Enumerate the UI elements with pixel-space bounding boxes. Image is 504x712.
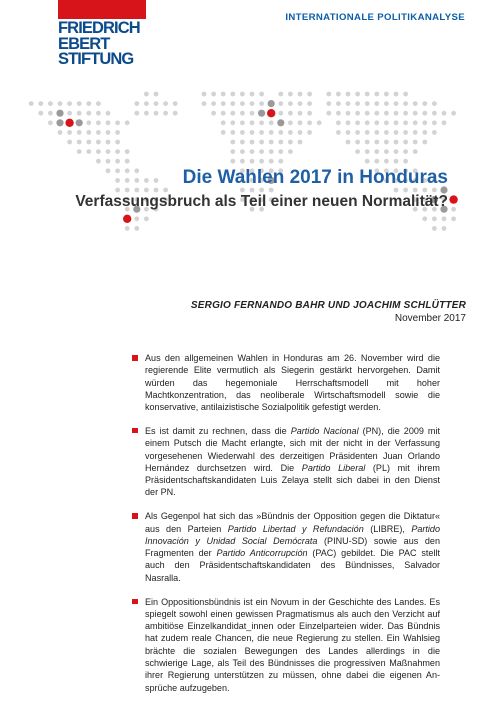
map-dot: [67, 111, 72, 116]
map-dot: [173, 111, 178, 116]
map-dot: [134, 226, 139, 231]
map-dot: [326, 111, 331, 116]
bullet-square-icon: [132, 513, 138, 519]
map-dot: [134, 178, 139, 183]
map-dot: [163, 188, 168, 193]
map-dot: [307, 101, 312, 106]
map-dot: [298, 101, 303, 106]
map-dot: [259, 92, 264, 97]
map-dot: [230, 120, 235, 125]
map-dot: [230, 130, 235, 135]
map-dot: [86, 101, 91, 106]
map-dot: [442, 226, 447, 231]
map-dot: [144, 92, 149, 97]
map-dot: [38, 101, 43, 106]
map-dot: [77, 111, 82, 116]
map-dot: [307, 92, 312, 97]
map-dot: [221, 101, 226, 106]
map-dot: [355, 149, 360, 154]
text-run: Es ist damit zu rechnen, dass die: [145, 425, 291, 436]
text-run: Aus den allgemeinen Wahlen in Honduras am 26. November wird die regierende Elite vermutlich als Siegerin gestärkt hervorgehen. Damit würden das hegemoniale Herrschaftsmodell mit hoher Machtkonzentration, das neoliberale Wirtschaftsmodell sowie die konservative, antilaizistische Sozialpolitik gefestigt werden.: [145, 353, 440, 413]
map-dot: [365, 120, 370, 125]
map-dot: [154, 188, 159, 193]
map-dot: [413, 149, 418, 154]
map-dot: [355, 92, 360, 97]
map-dot: [106, 159, 111, 164]
map-dot: [86, 140, 91, 145]
map-dot: [96, 120, 101, 125]
map-dot: [374, 111, 379, 116]
map-dot: [48, 101, 53, 106]
map-dot: [442, 216, 447, 221]
map-dot: [115, 140, 120, 145]
map-dot: [115, 130, 120, 135]
map-dot: [307, 111, 312, 116]
text-run: Ein Oppositionsbündnis ist ein Novum in der Geschichte des Landes. Es spiegelt sowohl einen gewissen Pragmatismus als auch den Verzicht auf ambitiöse Einzelkandidat_innen oder Einzelparteien wider. Das Bündnis hat zudem reale Chancen, die neue Regierung zu stellen. Ein Wahlsieg brächte die sozialen Bewegungen des Landes allerdings in die schwierige Lage, als Teil des Bündnisses die progressiven Maßnahmen ihrer Regierung unterstützen zu müssen, ohne dabei die eigenen Ansprüche aufzugeben.: [145, 596, 440, 693]
map-dot: [96, 101, 101, 106]
map-dot: [221, 130, 226, 135]
map-dot: [403, 92, 408, 97]
map-dot: [56, 119, 63, 126]
map-dot: [67, 130, 72, 135]
map-dot: [346, 92, 351, 97]
summary-point-text: [145, 511, 440, 582]
map-dot: [221, 92, 226, 97]
map-dot: [346, 101, 351, 106]
map-dot: [250, 92, 255, 97]
map-dot: [154, 178, 159, 183]
map-dot: [211, 101, 216, 106]
map-dot: [432, 216, 437, 221]
map-dot: [96, 130, 101, 135]
map-dot: [442, 111, 447, 116]
map-dot: [288, 120, 293, 125]
map-dot: [403, 159, 408, 164]
map-dot: [374, 101, 379, 106]
map-dot: [365, 111, 370, 116]
map-dot: [288, 149, 293, 154]
summary-point-text: [145, 597, 440, 693]
map-dot: [240, 111, 245, 116]
map-dot: [413, 140, 418, 145]
map-dot: [86, 149, 91, 154]
map-dot: [288, 130, 293, 135]
map-dot: [48, 120, 53, 125]
map-dot: [115, 178, 120, 183]
map-dot: [413, 130, 418, 135]
map-dot: [451, 207, 456, 212]
map-dot: [230, 101, 235, 106]
map-dot: [346, 130, 351, 135]
map-dot-highlight: [449, 195, 457, 203]
map-dot: [134, 101, 139, 106]
map-dot: [134, 168, 139, 173]
map-dot: [326, 101, 331, 106]
text-run: (PN), die 2009 mit einem Putsch die Macht erlangte, sich mit der nicht in der Verfassung vorgesehenen Wiederwahl des derzeitigen Präsidenten Juan Orlando Hernández durchsetzen wird. Die: [145, 425, 440, 473]
summary-points: [132, 352, 440, 705]
map-dot: [432, 101, 437, 106]
map-dot: [77, 130, 82, 135]
map-dot: [288, 92, 293, 97]
map-dot: [269, 159, 274, 164]
map-dot: [144, 178, 149, 183]
map-dot: [365, 101, 370, 106]
map-dot: [38, 111, 43, 116]
map-dot: [298, 140, 303, 145]
map-dot: [96, 159, 101, 164]
map-dot: [29, 101, 34, 106]
map-dot: [250, 140, 255, 145]
map-dot: [346, 111, 351, 116]
map-dot: [269, 149, 274, 154]
map-dot-highlight: [123, 215, 131, 223]
map-dot: [106, 111, 111, 116]
map-dot: [115, 149, 120, 154]
map-dot-highlight: [267, 109, 275, 117]
map-dot: [269, 140, 274, 145]
map-dot: [230, 92, 235, 97]
publication-series: INTERNATIONALE POLITIKANALYSE: [285, 12, 465, 23]
map-dot: [67, 101, 72, 106]
map-dot: [374, 140, 379, 145]
logo-line-2: EBERT: [58, 34, 110, 53]
map-dot: [384, 140, 389, 145]
map-dot: [250, 120, 255, 125]
map-dot: [288, 140, 293, 145]
summary-point: [132, 596, 440, 694]
map-dot: [288, 111, 293, 116]
map-dot: [106, 168, 111, 173]
map-dot: [432, 120, 437, 125]
map-dot: [277, 119, 284, 126]
map-dot: [77, 101, 82, 106]
map-dot: [384, 92, 389, 97]
bullet-square-icon: [132, 355, 138, 361]
map-dot: [230, 159, 235, 164]
map-dot: [250, 111, 255, 116]
map-dot: [144, 101, 149, 106]
map-dot: [250, 149, 255, 154]
document-subtitle: Verfassungsbruch als Teil einer neuen Normalität?: [75, 193, 448, 210]
map-dot: [384, 111, 389, 116]
map-dot: [422, 120, 427, 125]
map-dot: [384, 130, 389, 135]
map-dot: [125, 149, 130, 154]
map-dot: [355, 111, 360, 116]
map-dot: [144, 188, 149, 193]
summary-point: [132, 425, 440, 499]
map-dot: [86, 130, 91, 135]
map-dot: [394, 120, 399, 125]
party-name-italic: Partido Innovación y Unidad Social Demócrata: [145, 523, 440, 546]
map-dot: [125, 226, 130, 231]
map-dot: [278, 140, 283, 145]
authors: SERGIO FERNANDO BAHR UND JOACHIM SCHLÜTTER: [190, 300, 466, 311]
map-dot: [298, 120, 303, 125]
map-dot: [278, 92, 283, 97]
map-dot: [115, 168, 120, 173]
map-dot: [355, 130, 360, 135]
map-dot: [374, 159, 379, 164]
bullet-square-icon: [132, 428, 138, 434]
map-dot: [259, 130, 264, 135]
party-name-italic: Partido Liberal: [301, 462, 366, 473]
map-dot: [355, 140, 360, 145]
map-dot: [374, 120, 379, 125]
publication-date: November 2017: [394, 313, 466, 324]
document-title: Die Wahlen 2017 in Honduras: [182, 167, 448, 188]
map-dot: [278, 159, 283, 164]
map-dot: [307, 120, 312, 125]
map-dot: [250, 159, 255, 164]
map-dot: [211, 111, 216, 116]
map-dot: [346, 140, 351, 145]
map-dot: [394, 101, 399, 106]
logo-red-bar: [58, 0, 146, 19]
map-dot: [422, 216, 427, 221]
map-dot: [365, 149, 370, 154]
map-dot: [394, 130, 399, 135]
map-dot: [374, 149, 379, 154]
map-dot: [384, 120, 389, 125]
map-dot: [106, 140, 111, 145]
map-dot: [413, 101, 418, 106]
map-dot: [394, 140, 399, 145]
map-dot: [259, 120, 264, 125]
summary-point: [132, 352, 440, 413]
map-dot: [451, 216, 456, 221]
map-dot: [115, 120, 120, 125]
map-dot: [77, 140, 82, 145]
map-dot: [413, 120, 418, 125]
logo-line-1: FRIEDRICH: [58, 19, 140, 37]
map-dot: [278, 101, 283, 106]
map-dot-highlight: [65, 119, 73, 127]
map-dot: [106, 149, 111, 154]
map-dot: [278, 111, 283, 116]
map-dot: [115, 159, 120, 164]
map-dot: [432, 130, 437, 135]
logo-line-3: STIFTUNG: [58, 50, 134, 68]
party-name-italic: Partido Anticorrupción: [216, 548, 308, 559]
map-dot: [154, 101, 159, 106]
text-run: (PAC) gebildet. Die PAC stellt auch den Präsidentschaftskandidaten des Bündnisses, Salvador Nasralla.: [145, 548, 440, 583]
map-dot: [58, 101, 63, 106]
bullet-square-icon: [132, 599, 138, 605]
map-dot: [403, 130, 408, 135]
map-dot: [298, 130, 303, 135]
map-dot: [125, 120, 130, 125]
map-dot: [365, 140, 370, 145]
map-dot: [125, 159, 130, 164]
map-dot: [48, 111, 53, 116]
map-dot: [432, 111, 437, 116]
map-dot: [240, 159, 245, 164]
map-dot: [403, 149, 408, 154]
map-dot: [86, 120, 91, 125]
map-dot: [67, 140, 72, 145]
map-dot: [258, 110, 265, 117]
map-dot: [259, 140, 264, 145]
party-name-italic: Partido Nacional: [290, 425, 359, 436]
text-run: Als Gegenpol hat sich das »Bündnis der Opposition gegen die Diktatur« aus den Parteien: [145, 511, 440, 534]
map-dot: [422, 101, 427, 106]
map-dot: [134, 216, 139, 221]
map-dot: [442, 120, 447, 125]
map-dot: [422, 140, 427, 145]
map-dot: [422, 111, 427, 116]
map-dot: [317, 120, 322, 125]
map-dot: [250, 130, 255, 135]
map-dot: [125, 178, 130, 183]
map-dot: [298, 111, 303, 116]
map-dot: [451, 111, 456, 116]
foundation-logo: [58, 21, 154, 68]
map-dot: [269, 120, 274, 125]
summary-point-text: [145, 426, 440, 497]
map-dot: [288, 101, 293, 106]
map-dot: [394, 111, 399, 116]
summary-point-text: [145, 353, 440, 412]
party-name-italic: Partido Libertad y Refundación: [227, 523, 364, 534]
map-dot: [422, 130, 427, 135]
map-dot: [154, 111, 159, 116]
map-dot: [268, 100, 275, 107]
map-dot: [355, 120, 360, 125]
map-dot: [336, 130, 341, 135]
map-dot: [115, 188, 120, 193]
map-dot: [211, 92, 216, 97]
summary-point: [132, 510, 440, 584]
map-dot: [106, 120, 111, 125]
map-dot: [336, 92, 341, 97]
map-dot: [365, 130, 370, 135]
text-run: (PINU-SD) sowie aus den Fragmenten der: [145, 535, 440, 559]
map-dot: [374, 92, 379, 97]
map-dot: [202, 92, 207, 97]
map-dot: [298, 92, 303, 97]
map-dot: [326, 92, 331, 97]
map-dot: [269, 130, 274, 135]
map-dot: [365, 92, 370, 97]
map-dot: [96, 111, 101, 116]
map-dot: [278, 149, 283, 154]
map-dot: [336, 111, 341, 116]
map-dot: [230, 111, 235, 116]
map-dot: [163, 111, 168, 116]
map-dot: [173, 101, 178, 106]
map-dot: [240, 130, 245, 135]
map-dot: [346, 120, 351, 125]
map-dot: [307, 130, 312, 135]
map-dot: [163, 101, 168, 106]
map-dot: [134, 111, 139, 116]
map-dot: [58, 130, 63, 135]
map-dot: [250, 101, 255, 106]
map-dot: [221, 120, 226, 125]
map-dot: [278, 130, 283, 135]
map-dot: [230, 140, 235, 145]
map-dot: [125, 168, 130, 173]
map-dot: [259, 101, 264, 106]
map-dot: [96, 149, 101, 154]
map-dot: [144, 216, 149, 221]
map-dot: [384, 159, 389, 164]
map-dot: [403, 101, 408, 106]
map-dot: [106, 130, 111, 135]
map-dot: [202, 101, 207, 106]
map-dot: [76, 119, 83, 126]
map-dot: [413, 111, 418, 116]
map-dot: [240, 101, 245, 106]
map-dot: [134, 188, 139, 193]
map-dot: [221, 111, 226, 116]
map-dot: [240, 92, 245, 97]
map-dot: [144, 111, 149, 116]
map-dot: [77, 149, 82, 154]
map-dot: [403, 111, 408, 116]
map-dot: [125, 188, 130, 193]
map-dot: [355, 101, 360, 106]
map-dot: [230, 149, 235, 154]
map-dot: [394, 149, 399, 154]
map-dot: [56, 110, 63, 117]
map-dot: [403, 120, 408, 125]
map-dot: [259, 149, 264, 154]
map-dot: [86, 111, 91, 116]
map-dot: [240, 140, 245, 145]
text-run: (PL) mit ihrem Präsidentschaftskandidaten Luis Zelaya stellt sich dabei in den Dienst der PN.: [145, 462, 440, 498]
map-dot: [154, 92, 159, 97]
map-dot: [240, 149, 245, 154]
map-dot: [240, 120, 245, 125]
map-dot: [394, 92, 399, 97]
map-dot: [336, 120, 341, 125]
map-dot: [374, 130, 379, 135]
text-run: (LIBRE),: [363, 523, 412, 534]
map-dot: [96, 140, 101, 145]
map-dot: [259, 159, 264, 164]
map-dot: [403, 140, 408, 145]
map-dot: [394, 159, 399, 164]
map-dot: [432, 226, 437, 231]
map-dot: [365, 159, 370, 164]
map-dot: [384, 101, 389, 106]
map-dot: [336, 101, 341, 106]
map-dot: [384, 149, 389, 154]
